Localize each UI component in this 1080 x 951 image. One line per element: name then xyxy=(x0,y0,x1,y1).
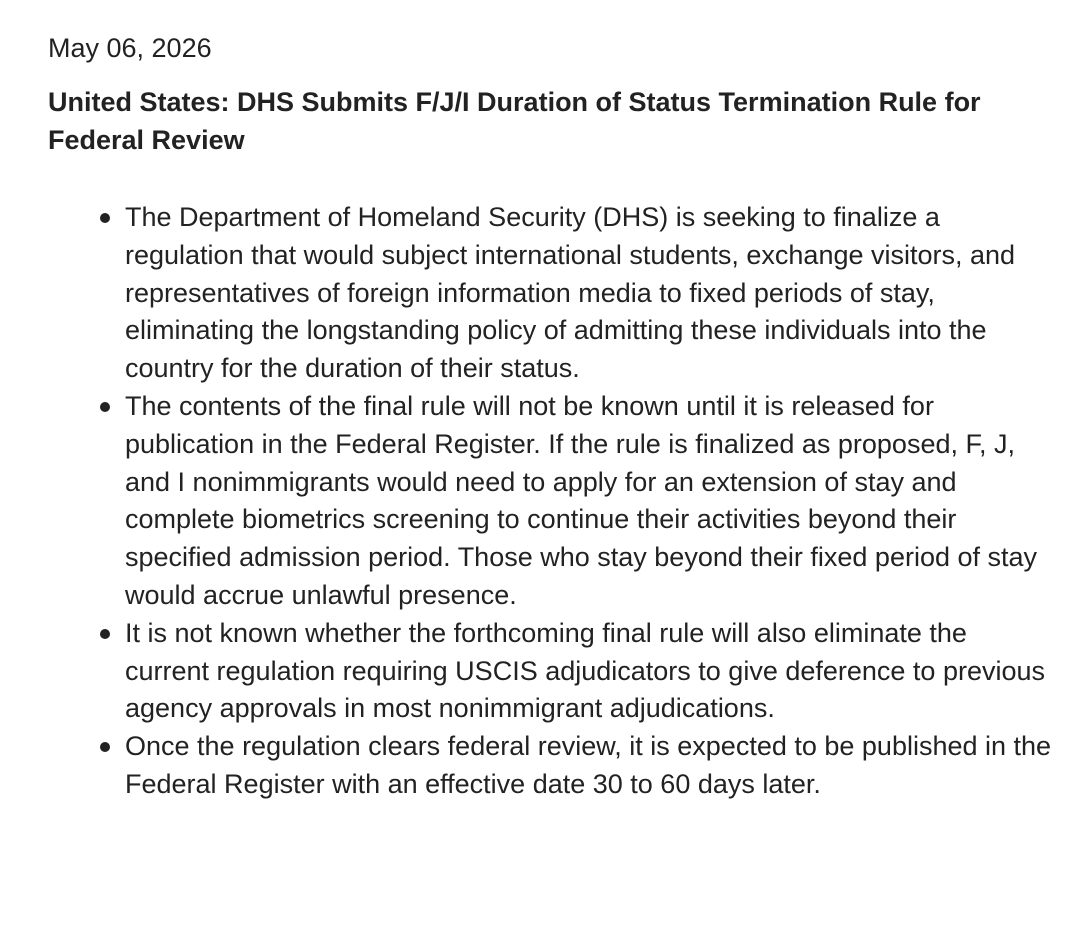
bullet-icon xyxy=(100,629,110,639)
list-item xyxy=(125,199,1052,388)
bullet-icon xyxy=(100,402,110,412)
bullet-text: The Department of Homeland Security (DHS) is seeking to finalize a regulation that would subject international students, exchange visitors, and representatives of foreign information media to fixed periods of stay, eliminating the longstanding policy of admitting these individuals into the country for the duration of their status. xyxy=(125,202,1016,384)
list-item xyxy=(125,728,1052,804)
bullet-text: Once the regulation clears federal review, it is expected to be published in the Federal Register with an effective date 30 to 60 days later. xyxy=(125,731,1052,799)
bullet-icon xyxy=(100,742,110,752)
bullet-icon xyxy=(100,213,110,223)
list-item xyxy=(125,388,1052,615)
article-date: May 06, 2026 xyxy=(48,33,212,63)
bullet-text: The contents of the final rule will not be known until it is released for publication in the Federal Register. If the rule is finalized as proposed, F, J, and I nonimmigrants would need to apply for an extension of stay and complete biometrics screening to continue their activities beyond their specified admission period. Those who stay beyond their fixed period of stay would accrue unlawful presence. xyxy=(125,390,1038,610)
list-item xyxy=(125,615,1052,728)
bullet-list xyxy=(48,199,1052,804)
bullet-text: It is not known whether the forthcoming final rule will also eliminate the current regulation requiring USCIS adjudicators to give deference to previous agency approvals in most nonimmigrant adjudications. xyxy=(125,617,1046,724)
article-title: United States: DHS Submits F/J/I Duration of Status Termination Rule for Federal Review xyxy=(48,87,981,155)
